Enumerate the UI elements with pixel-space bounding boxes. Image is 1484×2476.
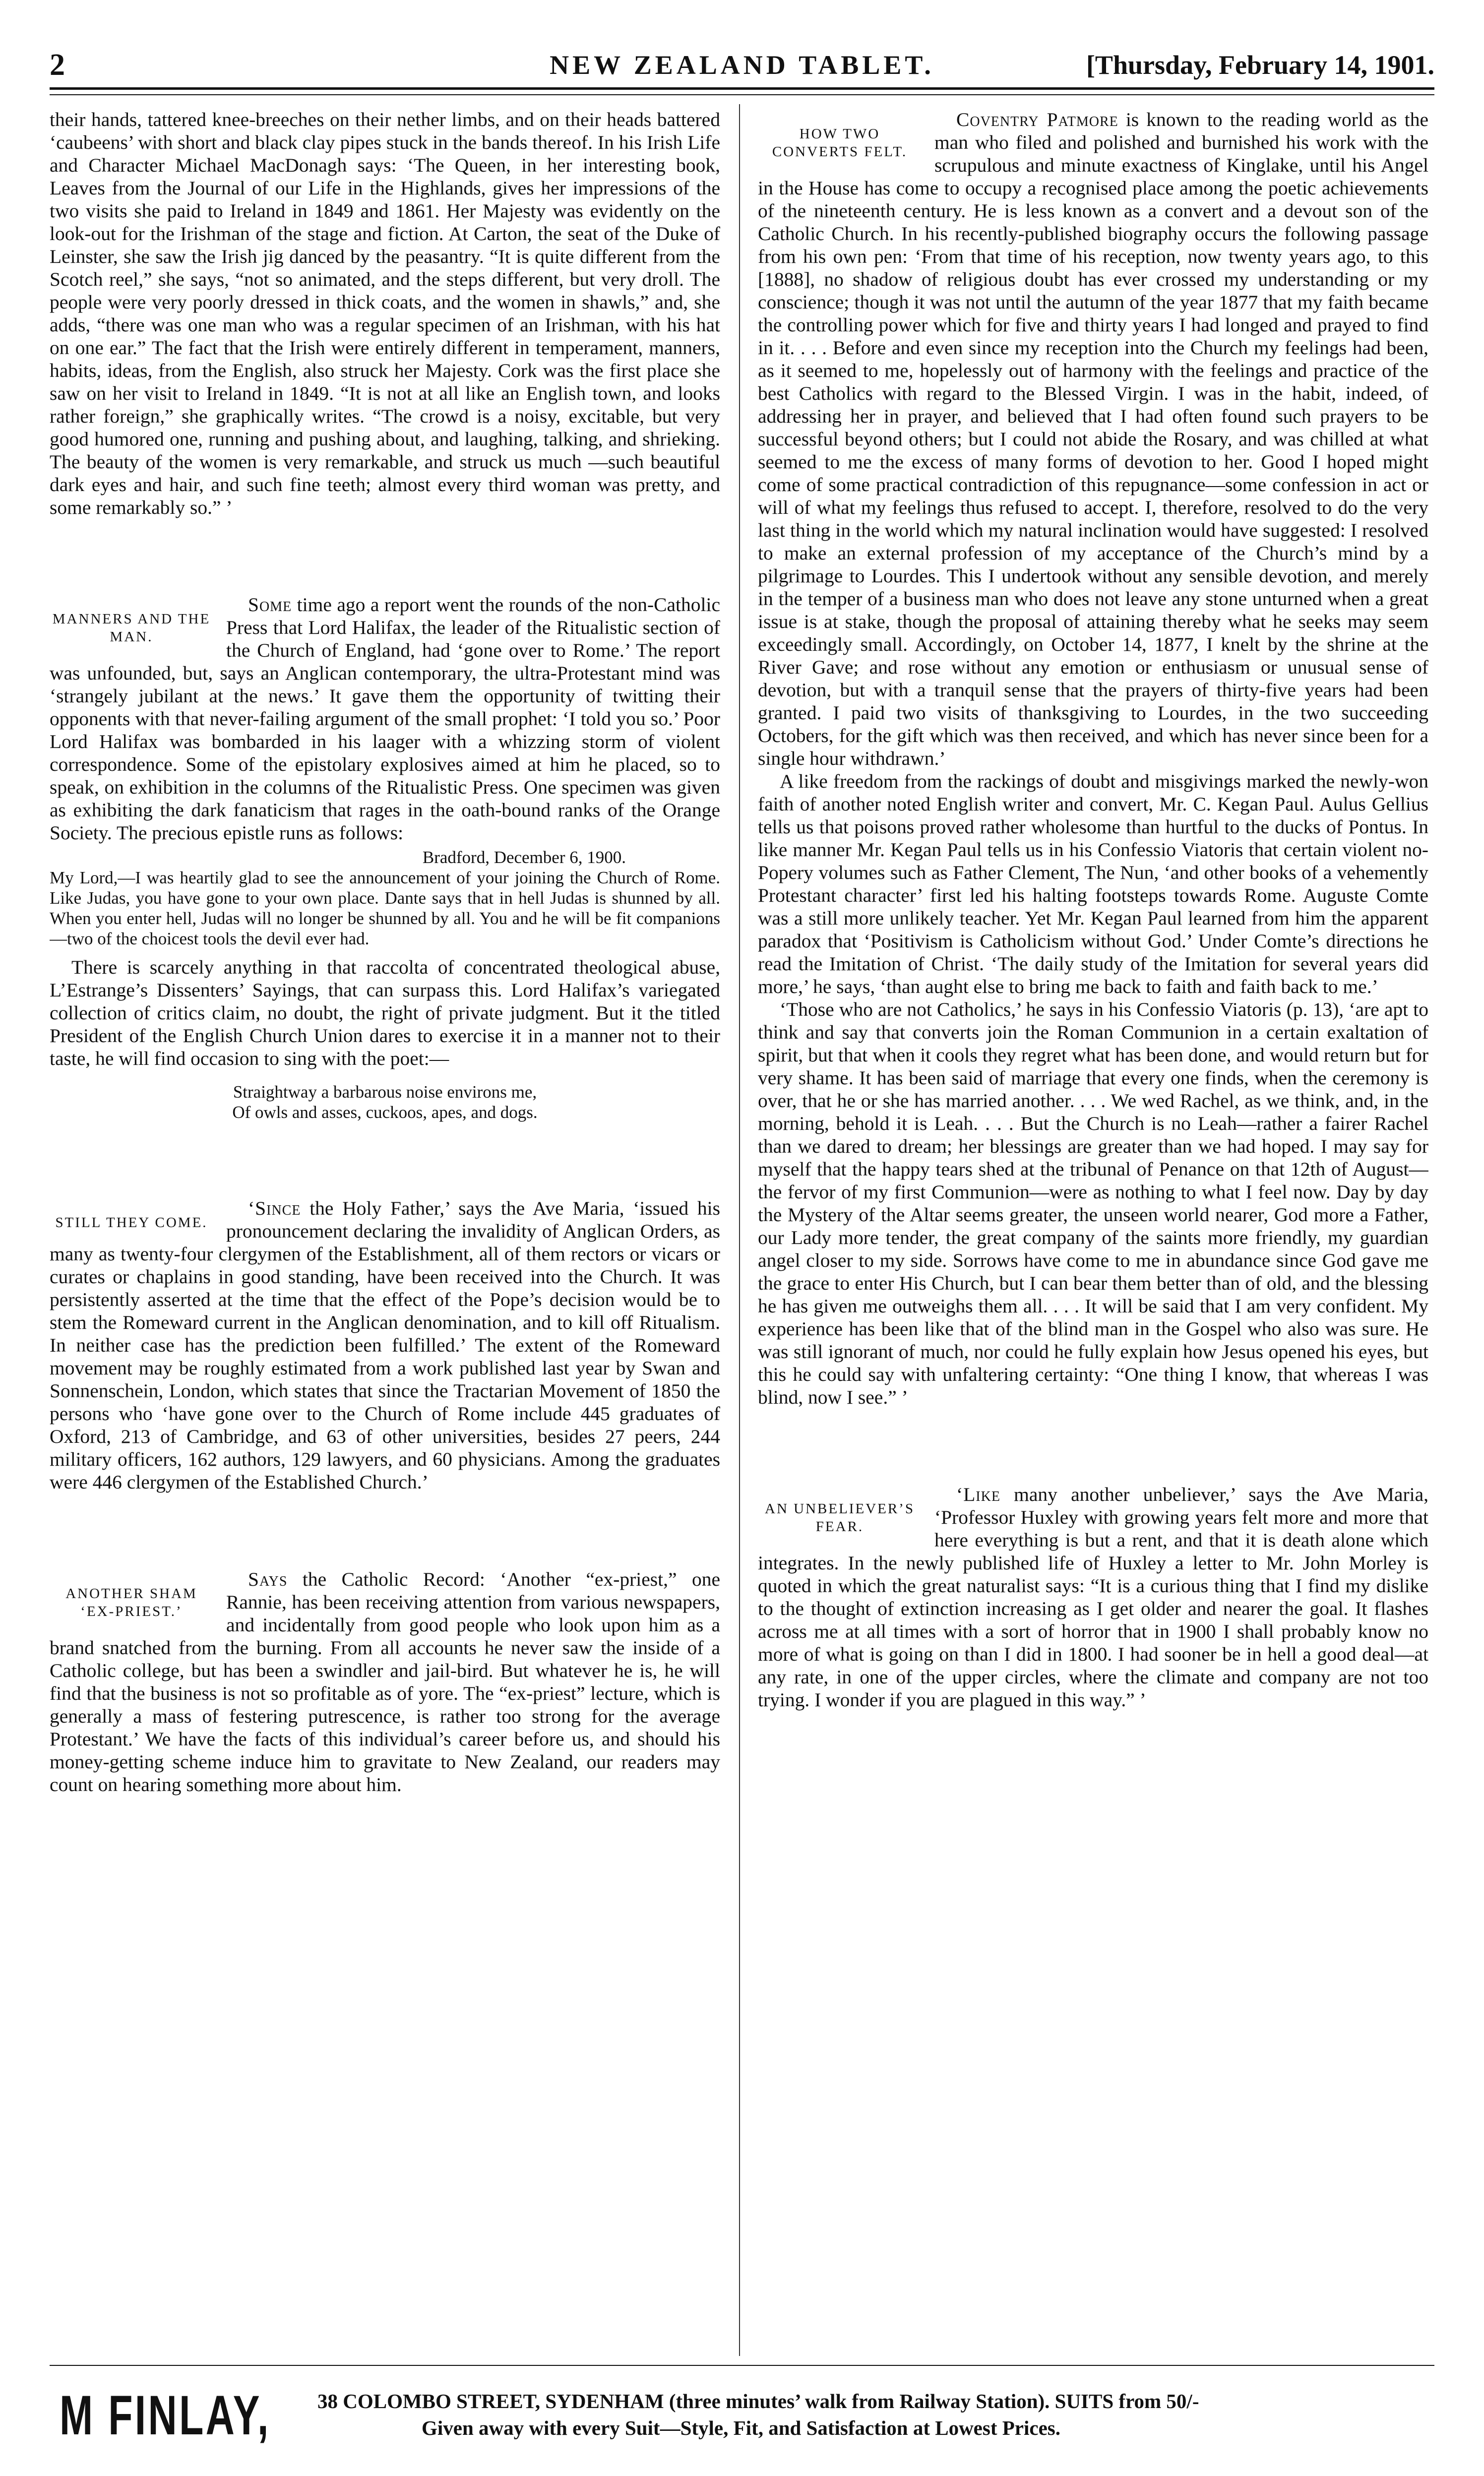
lead-words: Says: [248, 1568, 288, 1590]
masthead: [50, 48, 1434, 87]
article-paragraph: [758, 108, 1428, 770]
section-heading: STILL THEY COME.: [55, 1215, 208, 1231]
paragraph-text: the Catholic Record: ‘Another “ex-priest,” one Rannie, has been receiving attention from various newspapers, and incidentally from good people who look upon him as a brand snatched from the burning. From all accounts he never saw the inside of a Catholic college, but has been a swindler and jail-bird. But whatever he is, he will find that the business is not so profitable as of yore. The “ex-priest” lecture, which is generally a mass of festering putrescence, is rather too strong for the average Protestant.’ We have the facts of this individual’s career before us, and should his money-getting scheme induce him to gravitate to New Zealand, our readers may count on hearing something more about him.: [50, 1568, 720, 1795]
article-paragraph: A like freedom from the rackings of doubt and misgivings marked the newly-won faith of another noted English writer and convert, Mr. C. Kegan Paul. Aulus Gellius tells us that poisons proved rather wholesome than hurtful to the ducks of Pontus. In like manner Mr. Kegan Paul tells us in his Confessio Viatoris that certain violent no-Popery volumes such as Father Clement, The Nun, ‘and other books of a vehemently Protestant character’ first led his halting footsteps towards Rome. Auguste Comte was a still more unlikely teacher. Yet Mr. Kegan Paul learned from him the apparent paradox that ‘Positivism is Catholicism without God.’ Under Comte’s directions he read the Imitation of Christ. ‘The daily study of the Imitation for several years did more,’ he says, ‘than aught else to bring me back to faith and faith back to me.’: [758, 770, 1428, 997]
right-column: [758, 108, 1428, 2355]
letter-body: My Lord,—I was heartily glad to see the announcement of your joining the Church of Rome. Like Judas, you have gone to your own place. Dante says that in hell Judas is shunned by all. When you enter hell, Judas will no longer be shunned by all. You and he will be fit companions—two of the choicest tools the devil ever had.: [50, 868, 720, 948]
lead-words: Coventry Patmore: [956, 109, 1118, 130]
newspaper-title: NEW ZEALAND TABLET.: [550, 50, 934, 80]
article-paragraph: [50, 1197, 720, 1493]
section-heading: ANOTHER SHAM ‘EX-PRIEST.’: [65, 1586, 197, 1619]
lead-words: Some: [248, 594, 292, 616]
article-queen-visits: [50, 108, 720, 519]
lead-words: ‘Like: [956, 1484, 1000, 1505]
column-divider: [739, 104, 740, 2356]
verse-line: Of owls and asses, cuckoos, apes, and dogs.: [232, 1103, 538, 1122]
article-paragraph: There is scarcely anything in that raccolta of concentrated theological abuse, L’Estrange’s Dissenters’ Sayings, that can surpass this. Lord Halifax’s variegated collection of critics claim, no doubt, the right of private judgment. But it the titled President of the English Church Union dares to exercise it in a manner not to their taste, he will find occasion to sing with the poet:—: [50, 956, 720, 1069]
footer-rule: [50, 2365, 1434, 2366]
article-an-unbelievers-fear: [758, 1483, 1428, 1711]
quoted-letter: [50, 847, 720, 949]
article-text: their hands, tattered knee-breeches on their nether limbs, and on their heads battered ‘caubeens’ with short and black clay pipes stuck in the bands thereof. In his Irish Life and Character Michael MacDonagh says: ‘The Queen, in her interesting book, Leaves from the Journal of our Life in the Highlands, gives her impressions of the two visits she paid to Ireland in 1849 and 1861. Her Majesty was evidently on the look-out for the Irishman of the stage and fiction. At Carton, the seat of the Duke of Leinster, she saw the Irish jig danced by the peasantry. “It is quite different from the Scotch reel,” she says, “not so animated, and the steps different, but very droll. The people were very poorly dressed in thick coats, and the women in shawls,” and, she adds, “there was one man who was a regular specimen of an Irishman, with his hat on one ear.” The fact that the Irish were entirely different in temperament, manners, habits, ideas, from the English, also struck her Majesty. Cork was the first place she saw on her visit to Ireland in 1849. “It is not at all like an English town, and looks rather foreign,” she graphically writes. “The crowd is a noisy, excitable, but very good humored one, running and pushing about, and laughing, talking, and shrieking. The beauty of the women is very remarkable, and struck us much —such beautiful dark eyes and hair, and such fine teeth; almost every third woman was pretty, and some remarkably so.” ’: [50, 109, 720, 518]
poem-quote: [50, 1082, 720, 1122]
letter-date: Bradford, December 6, 1900.: [422, 848, 626, 867]
lead-words: ‘Since: [248, 1197, 301, 1219]
ad-address-line: 38 COLOMBO STREET, SYDENHAM (three minutes’ walk from Railway Station). SUITS from 50/-: [317, 2390, 1199, 2413]
left-column: [50, 108, 720, 2355]
page-number: 2: [50, 48, 65, 82]
paragraph-text: time ago a report went the rounds of the non-Catholic Press that Lord Halifax, the leader of the Ritualistic section of the Church of England, had ‘gone over to Rome.’ The report was unfounded, but, says an Anglican contemporary, the ultra-Protestant mind was ‘strangely jubilant at the news.’ It gave them the opportunity of twitting their opponents with that never-failing argument of the small prophet: ‘I told you so.’ Poor Lord Halifax was bombarded in his laager with a whizzing storm of violent correspondence. Some of the epistolary explosives aimed at him he placed, so to speak, on exhibition in the columns of the Ritualistic Press. One specimen was given as exhibiting the dark fanaticism that rages in the oath-bound ranks of the Orange Society. The precious epistle runs as follows:: [50, 594, 720, 844]
advertiser-name: M FINLAY,: [60, 2384, 271, 2446]
masthead-rule-thin: [50, 94, 1434, 95]
article-manners-and-the-man: [50, 593, 720, 1122]
issue-date: [Thursday, February 14, 1901.: [1086, 50, 1434, 80]
article-still-they-come: [50, 1197, 720, 1493]
masthead-rule: [50, 87, 1434, 90]
verse-line: Straightway a barbarous noise environs me,: [233, 1082, 537, 1102]
article-how-two-converts-felt: [758, 108, 1428, 1409]
section-heading: MANNERS AND THE MAN.: [52, 611, 211, 645]
article-paragraph: ‘Those who are not Catholics,’ he says in his Confessio Viatoris (p. 13), ‘are apt to think and say that converts join the Roman Communion in a certain exaltation of spirit, but that when it cools they regret what has been done, and would return but for very shame. It has been said of marriage that every one finds, when the ceremony is over, that he or she has married another. . . . We wed Rachel, as we think, and, in the morning, behold it is Leah. . . . But the Church is no Leah—rather a fairer Rachel than we dared to dream; her blessings are greater than we had hoped. I may say for myself that the happy tears shed at the tribunal of Penance on that 12th of August—the fervor of my first Communion—were as nothing to what I feel now. Day by day the Mystery of the Altar seems greater, the unseen world nearer, God more a Father, our Lady more tender, the great company of the saints more friendly, my guardian angel closer to my side. Sorrows have come to me in abundance since God gave me the grace to enter His Church, but I can bear them better than of old, and the blessing he has given me outweighs them all. . . . It will be said that I am very confident. My experience has been like that of the blind man in the Gospel who also was sure. He was still ignorant of much, nor could he fully explain how Jesus opened his eyes, but this he could say with unfaltering certainty: “One thing I know, that whereas I was blind, now I see.” ’: [758, 998, 1428, 1408]
section-heading: AN UNBELIEVER’S FEAR.: [765, 1501, 915, 1535]
ad-offer-line: Given away with every Suit—Style, Fit, and Satisfaction at Lowest Prices.: [422, 2416, 1060, 2439]
paragraph-text: the Holy Father,’ says the Ave Maria, ‘issued his pronouncement declaring the invalidity of Anglican Orders, as many as twenty-four clergymen of the Establishment, all of them rectors or vicars or curates or chaplains in good standing, have been received into the Church. It was persistently asserted at the time that the effect of the Pope’s decision would be to stem the Romeward current in the Anglican denomination, and to kill off Ritualism. In neither case has the prediction been fulfilled.’ The extent of the Romeward movement may be roughly estimated from a work published last year by Swan and Sonnenschein, London, which states that since the Tractarian Movement of 1850 the persons who ‘have gone over to the Church of Rome include 445 graduates of Oxford, 213 of Cambridge, and 63 of other universities, besides 27 peers, 244 military officers, 162 authors, 129 lawyers, and 60 physicians. Among the graduates were 446 clergymen of the Established Church.’: [50, 1197, 720, 1493]
footer-advertisement: [50, 2381, 1434, 2465]
section-heading: HOW TWO CONVERTS FELT.: [772, 126, 908, 160]
advertisement-copy: [317, 2388, 1438, 2441]
article-another-sham-ex-priest: [50, 1568, 720, 1796]
paragraph-text: is known to the reading world as the man who filed and polished and burnished his work with the scrupulous and minute exactness of Kinglake, until his Angel in the House has come to occupy a recognised place among the poetic achievements of the nineteenth century. He is less known as a convert and a devout son of the Catholic Church. In his recently-published biography occurs the following passage from his own pen: ‘From that time of his reception, now twenty years ago, to this [1888], no shadow of religious doubt has ever crossed my understanding or my conscience; though it was not until the autumn of the year 1877 that my faith became the controlling power which for five and thirty years I had longed and prayed to find in it. . . . Before and even since my reception into the Church my feelings had been, as it seemed to me, hopelessly out of harmony with the feelings and practice of the best Catholics with regard to the Blessed Virgin. I was in the habit, indeed, of addressing her in prayer, and believed that I had often found such prayers to be successful beyond others; but I could not abide the Rosary, and was chilled at what seemed to me the excess of many forms of devotion to her. Good I hoped might come of some practical contradiction of this repugnance—some confession in act or will of what my feelings thus refused to accept. I, therefore, resolved to do the very last thing in the world which my natural inclination would have suggested: I resolved to make an external profession of my acceptance of the Church’s mind by a pilgrimage to Lourdes. This I undertook without any sensible devotion, and merely in the temper of a business man who does not leave any stone unturned when a great issue is at stake, though the proposal of attaining thereby what he seeks may seem exceedingly small. Accordingly, on October 14, 1877, I knelt by the shrine at the River Gave; and rose without any emotion or enthusiasm or unusual sense of devotion, but with a tranquil sense that the prayers of thirty-five years had been granted. I paid two visits of thanksgiving to Lourdes, in the two succeeding Octobers, for the gift which was then received, and which has never since been for a single hour withdrawn.’: [758, 109, 1428, 769]
paragraph-text: many another unbeliever,’ says the Ave Maria, ‘Professor Huxley with growing years felt more and more that here everything is but a rent, and that it is death alone which integrates. In the newly published life of Huxley a letter to Mr. John Morley is quoted in which the great naturalist says: “It is a curious thing that I find my dislike to the thought of extinction increasing as I get older and nearer the goal. It flashes across me at all times with a sort of horror that in 1900 I shall probably know no more of what is going on than I did in 1800. I had sooner be in hell a good deal—at any rate, in one of the upper circles, where the climate and company are not too trying. I wonder if you are plagued in this way.” ’: [758, 1484, 1428, 1711]
